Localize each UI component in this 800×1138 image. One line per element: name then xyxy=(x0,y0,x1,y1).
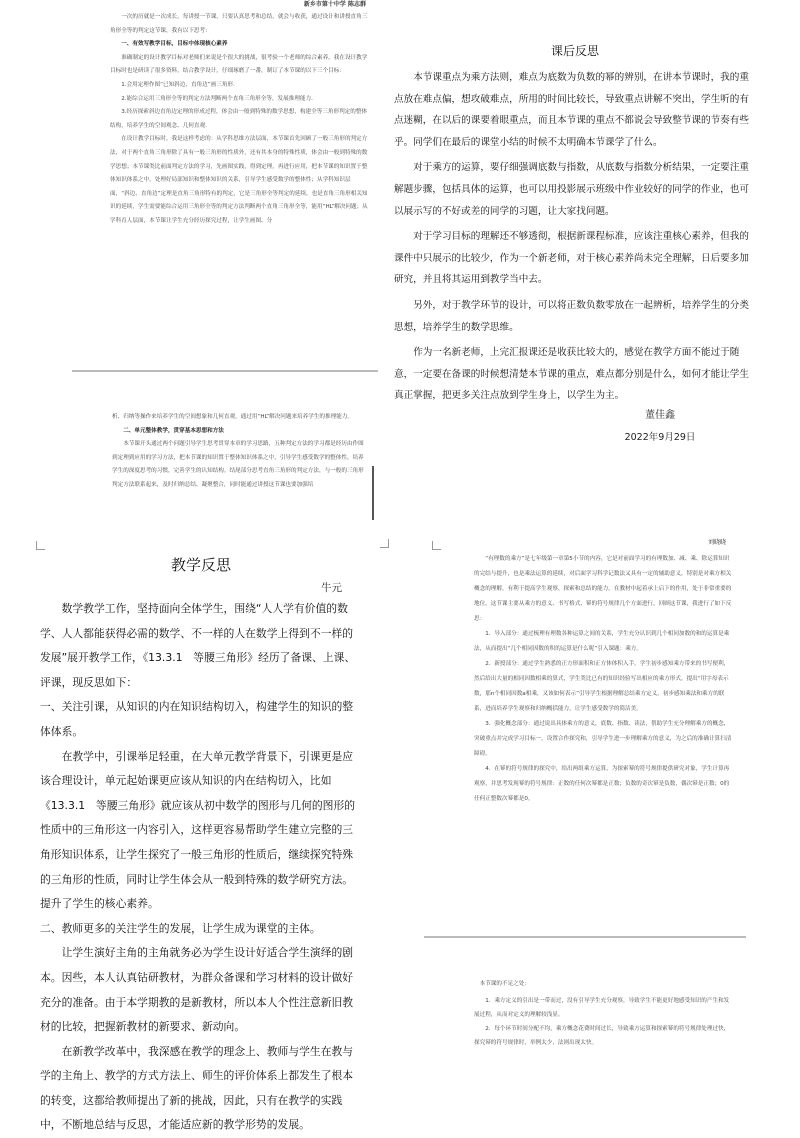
author-name: 刘晓晓 xyxy=(707,539,726,546)
paragraph: 二、教师更多的关注学生的发展，让学生成为课堂的主体。 xyxy=(40,921,321,935)
paragraph: 1．导入部分：通过梳理有理数各种运算之间的关系，学生充分认识到几个相同加数的和的运算是乘法，从而提出“几个相同因数的积的运算是什么呢”引入课题：乘方。 xyxy=(474,631,730,652)
paragraph: 数学教学工作，坚持面向全体学生，围绕“人人学有价值的数学、人人都能获得必需的数学、不一样的人在数学上得到不一样的发展”展开教学工作，《13.3.1 等腰三角形》经历了备课、上课、评课，现反思如下： xyxy=(40,602,356,689)
paragraph: 1．乘方定义的引出是一带而过，没有引导学生充分观察，导致学生不能更好地感受知识的产生和发展过程，从而对定义的理解较浅显。 xyxy=(474,997,730,1018)
doc-fragment-bottom-left xyxy=(40,552,362,1132)
reflection-body-power-2 xyxy=(474,552,732,807)
paragraph: 准确制定的设计教学目标对老师们来说是个很大的挑战，很考验一个老师的综合素养，我在设计教学目标时也是研读了很多资料，结合教学设计，仔细琢磨了一番，制订了本节课的以下三个目标： xyxy=(110,54,368,75)
doc-fragment-top-right xyxy=(394,36,752,402)
paragraph: 2.能综合运用三角形全等的判定方法判断两个直角三角形全等，发展推理能力. xyxy=(121,95,313,102)
paragraph: 3.经历探索斜边直角边定理的形成过程，体会由一般到特殊的数学思想，构建全等三角形判定的整体结构，培养学生的空间观念、几何直观. xyxy=(110,109,368,129)
paragraph: 本节课重点为乘方法则，难点为底数为负数的幂的辨别，在讲本节课时，我的重点放在难点偏，想攻破难点，所用的时间比较长，导致重点讲解不突出，学生听的有点迷糊，在以后的课要着眼重点，而且本节课的重点不都说会导致整节课的节奏有些乎。同学们在最后的课堂小结的时候不太明确本节课学了什么。 xyxy=(394,72,749,148)
reflection-body-power xyxy=(394,67,752,407)
page-corner-mark xyxy=(36,541,45,550)
reflection-title: 教学反思 xyxy=(170,556,231,574)
paragraph: 一次的历就是一次成长，每讲授一节课，只要认真思考和总结，就会与收获，通过设计和讲授直角三角形全等的判定这节课，我有以下思考： xyxy=(110,14,368,34)
paragraph: 4．在幂的符号规律的探究中，给出两组乘方运算，为探索幂的符号规律提供研究对象，学生计算再观察，并思考发现幂的符号规律：正数的任何次幂都是正数；负数的奇次幂是负数，偶次幂是正数；0的任何正整数次幂都是0。 xyxy=(474,766,730,802)
paragraph: 在教学中，引课举足轻重，在大单元教学背景下，引课更是应该合理设计，单元起始课更应该从知识的内在结构切入，比如《13.3.1 等腰三角形》就应该从初中数学的图形与几何的图形的性质中的三角形这一内容引入，这样更容易帮助学生建立完整的三角形知识体系，让学生探究了一般三角形的性质后，继续探究特殊的三角形的性质，同时让学生体会从一般到特殊的数学研究方法。提升了学生的核心素养。 xyxy=(40,749,356,911)
reflection-body-hl xyxy=(110,10,368,229)
page-corner-mark xyxy=(432,541,441,550)
page-divider xyxy=(424,936,746,938)
paragraph: 作为一名新老师，上完汇报课还是收获比较大的，感觉在教学方面不能过于随意，一定要在备课的时候想清楚本节课的重点，难点都分别是什么，如何才能让学生真正掌握，把更多关注点放到学生身上，以学生为主。 xyxy=(394,347,749,402)
reflection-body-hl-cont xyxy=(112,411,368,493)
paragraph: 2．新授部分：通过学生熟悉的正方形面积和正方体体积入手，学生初步感知乘方带来的书写便利，然后给出大量的相同因数相乘的算式，学生类比已有的知识经验写出相应的乘方形式，提出“用字母表示数，那n个相同因数a相乘，又该如何表示”引导学生根据理解总结乘方定义，初步感知乘法和乘方的联系，进而培养学生观察和归纳概括能力，让学生感受数学的简洁美。 xyxy=(474,661,730,712)
shortcomings-body xyxy=(474,994,732,1050)
paragraph: 析、归纳等操作来培养学生的空间想象和几何直观，通过用“HL”解决问题来培养学生的推理能力。 xyxy=(112,414,353,420)
doc-fragment-top-left xyxy=(110,0,368,342)
shortcomings-heading: 本节课的不足之处： xyxy=(479,981,530,987)
page-edge-line xyxy=(372,466,374,520)
reflection-body-isosceles xyxy=(40,597,362,1138)
author-signature: 董佳鑫 xyxy=(645,410,675,421)
page-divider xyxy=(72,370,378,372)
doc-fragment-bottom-right xyxy=(474,538,732,900)
doc-fragment-bottom-right-lower xyxy=(474,978,732,1066)
paragraph: 一、有效写教学目标，目标中体现核心素养 xyxy=(121,41,228,48)
paragraph: “有理数的乘方”是七年级第一章第5小节的内容，它是对前面学习的有理数加、减、乘、除运算知识的完结与提升，也是乘法运算的延续，对后面学习科学记数法又具有一定的辅助意义，特别是对乘方相关概念的理解，有利于提高学生观察、探索和总结的能力。在教材中起着承上启下的作用，处于非常重要的地位。这节课主要从乘方的意义、书写格式、幂的符号规律几个方面进行，回顾这节课，我进行了如下反思： xyxy=(474,556,732,622)
doc-fragment-mid-left xyxy=(112,411,368,533)
paragraph: 1.会用定理作图“已知斜边、直角边”画三角形. xyxy=(121,81,235,88)
school-author-header: 新乡市第十中学 陈志群 xyxy=(303,1,366,8)
author-name: 牛元 xyxy=(321,582,342,594)
paragraph: 让学生演好主角的主角就务必为学生设计好适合学生演绎的剧本。因些，本人认真钻研教材，为群众备课和学习材料的设计做好充分的准备。由于本学期教的是新教材，所以本人个性注意新旧教材的比较，把握新教材的新要求、新动向。 xyxy=(40,946,354,1034)
page-corner-mark xyxy=(380,539,389,548)
paragraph: 本节课开头通过两个问题引导学生思考贯穿本章的学习思路，五种判定方法的学习都是经历由作图到定理到应用的学习方法，把本节课的知识置于整体知识体系之中，引导学生感受数学的整体性，培养学生的深度思考的习惯，完善学生的认知结构。结尾部分思考直角三角形的判定方法，与一般的三角形判定方法联系起来，及时归纳总结、凝聚整合，同时能通过讲授这节课也要加强培 xyxy=(112,441,364,488)
paragraph: 在新教学改革中，我深感在教学的理念上、教师与学生在教与学的主角上、教学的方式方法上、师生的评价体系上都发生了根本的转变，这都给教师提出了新的挑战，因此，只有在教学的实践中，不断地总结与反思，才能适应新的教学形势的发展。 xyxy=(40,1044,354,1132)
paragraph: 2．每个环节时间分配不均，乘方概念花费时间过长，导致乘方运算和探索幂的符号规律处理过快，探究幂的符号规律时，举例太少，法则出现太快。 xyxy=(474,1025,730,1046)
paragraph: 另外，对于教学环节的设计，可以将正数负数零放在一起辨析，培养学生的分类思想，培养学生的数学思维。 xyxy=(394,299,749,333)
reflection-title: 课后反思 xyxy=(550,44,599,58)
signature-date: 2022年9月29日 xyxy=(624,432,696,443)
paragraph: 3．强化概念部分：通过说出具体乘方的意义，底数、指数、读法，帮助学生充分理解乘方的概念，突破重点并完成学习目标一，设置合作探究和，引导学生进一步理解乘方的意义，为之后的准确计算扫清障碍。 xyxy=(474,721,732,757)
paragraph: 在设计教学目标时，我是这样考虑的：从学科思维方法层面，本节课首先回顾了一般三角形的判定方法，对于两个直角三角形除了具有一般三角形的性质外，还有其本身的特殊性质，体会由一般到特殊的数学思想；本节课类比前面判定方法的学习，先画图实践，得到定理，再进行应用，把本节课的知识置于整体知识体系之中，处理好局部知识和整体知识的关系，引导学生感受数学的整体性；从学科知识层面，“斜边、直角边”定理是直角三角形特有的判定，它是三角形全等判定的延续，也是直角三角形相关知识的延续，学生需要能综合运用三角形全等的判定方法判断两个直角三角形全等，能用“HL”解决问题；从学科育人层面，本节课让学生充分经历探究过程，让学生画图、分 xyxy=(110,136,368,224)
paragraph: 对于乘方的运算，要仔细强调底数与指数，从底数与指数分析结果，一定要注重解题步骤，包括具体的运算，也可以用投影展示班级中作业较好的同学的作业，也可以展示写的不好或差的同学的习题，让大家找问题。 xyxy=(394,162,749,217)
paragraph: 二、单元整体教学，贯穿基本思想和方法 xyxy=(123,427,224,434)
paragraph: 一、关注引课，从知识的内在知识结构切入，构建学生的知识的整体体系。 xyxy=(40,700,354,738)
paragraph: 对于学习目标的理解还不够透彻，根据新课程标准，应该注重核心素养，但我的课件中只展示的比较少，作为一个新老师，对于核心素养尚未完全理解，日后要多加研究，并且将其运用到教学当中去。 xyxy=(394,231,749,286)
